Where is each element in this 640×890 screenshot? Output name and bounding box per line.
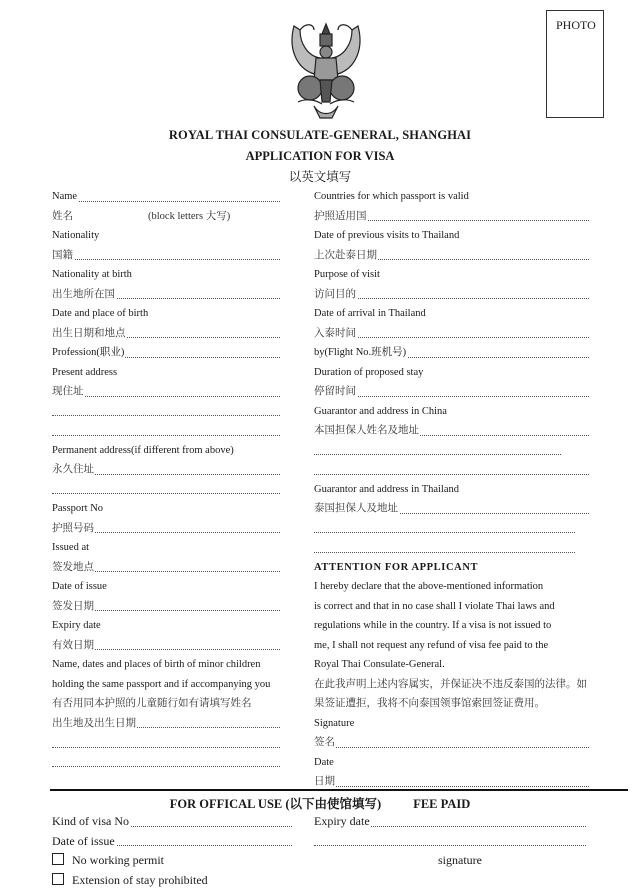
official-signature-label: signature bbox=[314, 851, 586, 871]
official-right bbox=[314, 812, 586, 871]
permanent-address-field[interactable]: 永久住址 bbox=[52, 460, 280, 480]
duration-field[interactable]: 停留时间 bbox=[314, 382, 589, 402]
guarantor-china-line-2[interactable] bbox=[314, 441, 561, 461]
nationality-field[interactable]: 国籍 bbox=[52, 246, 280, 266]
date-field[interactable]: 日期 bbox=[314, 772, 589, 792]
arrival-field[interactable]: 入泰时间 bbox=[314, 324, 589, 344]
flight-no-field[interactable]: by(Flight No.班机号) bbox=[314, 343, 589, 363]
present-address-line-2[interactable] bbox=[52, 402, 280, 422]
nationality-label: Nationality bbox=[52, 226, 280, 246]
guarantor-thai-label: Guarantor and address in Thailand bbox=[314, 480, 589, 500]
present-address-field[interactable]: 现住址 bbox=[52, 382, 280, 402]
profession-field[interactable]: Profession(职业) bbox=[52, 343, 280, 363]
guarantor-thai-field[interactable]: 泰国担保人及地址 bbox=[314, 499, 589, 519]
guarantor-china-line-3[interactable] bbox=[314, 460, 589, 480]
countries-label: Countries for which passport is valid bbox=[314, 187, 589, 207]
declaration-line-5: Royal Thai Consulate-General. bbox=[314, 655, 589, 675]
block-letters-note: (block letters 大写) bbox=[148, 207, 230, 227]
official-use-title: FOR OFFICAL USE (以下由使馆填写) FEE PAID bbox=[0, 794, 640, 812]
official-expiry-field[interactable]: Expiry date bbox=[314, 812, 586, 832]
no-working-permit-option[interactable]: No working permit bbox=[52, 851, 292, 871]
expiry-date-label: Expiry date bbox=[52, 616, 280, 636]
fee-paid-label: FEE PAID bbox=[413, 797, 470, 811]
guarantor-thai-line-2[interactable] bbox=[314, 519, 575, 539]
children-label-1: Name, dates and places of birth of minor children bbox=[52, 655, 280, 675]
right-column bbox=[314, 187, 589, 792]
extension-prohibited-checkbox[interactable] bbox=[52, 873, 64, 885]
form-title: APPLICATION FOR VISA bbox=[0, 149, 640, 164]
purpose-field[interactable]: 访问目的 bbox=[314, 285, 589, 305]
declaration-cn-line-2: 果签证遭拒，我将不向泰国领事馆索回签证费用。 bbox=[314, 694, 589, 714]
guarantor-china-field[interactable]: 本国担保人姓名及地址 bbox=[314, 421, 589, 441]
date-of-issue-field[interactable]: 签发日期 bbox=[52, 597, 280, 617]
guarantor-thai-line-3[interactable] bbox=[314, 538, 575, 558]
garuda-emblem-icon bbox=[286, 18, 366, 122]
official-left bbox=[52, 812, 292, 890]
present-address-line-3[interactable] bbox=[52, 421, 280, 441]
signature-field[interactable]: 签名 bbox=[314, 733, 589, 753]
consulate-title: ROYAL THAI CONSULATE-GENERAL, SHANGHAI bbox=[0, 128, 640, 143]
purpose-label: Purpose of visit bbox=[314, 265, 589, 285]
guarantor-china-label: Guarantor and address in China bbox=[314, 402, 589, 422]
kind-of-visa-field[interactable]: Kind of visa No bbox=[52, 812, 292, 832]
declaration-line-1: I hereby declare that the above-mentioned information bbox=[314, 577, 589, 597]
section-divider bbox=[50, 789, 628, 791]
prev-visits-field[interactable]: 上次赴泰日期 bbox=[314, 246, 589, 266]
issued-at-field[interactable]: 签发地点 bbox=[52, 558, 280, 578]
prev-visits-label: Date of previous visits to Thailand bbox=[314, 226, 589, 246]
date-of-issue-label: Date of issue bbox=[52, 577, 280, 597]
nationality-birth-field[interactable]: 出生地所在国 bbox=[52, 285, 280, 305]
passport-no-field[interactable]: 护照号码 bbox=[52, 519, 280, 539]
photo-label: PHOTO bbox=[556, 18, 596, 33]
declaration-cn-line-1: 在此我声明上述内容属实，并保证决不违反泰国的法律。如 bbox=[314, 675, 589, 695]
children-field[interactable]: 出生地及出生日期 bbox=[52, 714, 280, 734]
declaration-line-4: me, I shall not request any refund of visa fee paid to the bbox=[314, 636, 589, 656]
declaration-line-2: is correct and that in no case shall I violate Thai laws and bbox=[314, 597, 589, 617]
fill-instruction: 以英文填写 bbox=[0, 167, 640, 185]
issued-at-label: Issued at bbox=[52, 538, 280, 558]
expiry-date-field[interactable]: 有效日期 bbox=[52, 636, 280, 656]
nationality-birth-label: Nationality at birth bbox=[52, 265, 280, 285]
children-cn-1: 有否用同本护照的儿童随行如有请填写姓名 bbox=[52, 694, 280, 714]
signature-label: Signature bbox=[314, 714, 589, 734]
passport-no-label: Passport No bbox=[52, 499, 280, 519]
left-column bbox=[52, 187, 280, 772]
name-field[interactable]: Name bbox=[52, 187, 280, 207]
children-line-2[interactable] bbox=[52, 733, 280, 753]
dob-field[interactable]: 出生日期和地点 bbox=[52, 324, 280, 344]
photo-box bbox=[546, 10, 604, 118]
extension-prohibited-option[interactable]: Extension of stay prohibited bbox=[52, 871, 292, 890]
arrival-label: Date of arrival in Thailand bbox=[314, 304, 589, 324]
date-label: Date bbox=[314, 753, 589, 773]
children-line-3[interactable] bbox=[52, 753, 280, 773]
duration-label: Duration of proposed stay bbox=[314, 363, 589, 383]
name-cn-row: 姓名 (block letters 大写) bbox=[52, 207, 280, 227]
official-blank-line[interactable] bbox=[314, 832, 586, 852]
countries-field[interactable]: 护照适用国 bbox=[314, 207, 589, 227]
official-date-of-issue-field[interactable]: Date of issue bbox=[52, 832, 292, 852]
no-working-permit-checkbox[interactable] bbox=[52, 853, 64, 865]
attention-title: ATTENTION FOR APPLICANT bbox=[314, 558, 589, 578]
children-label-2: holding the same passport and if accompanying you bbox=[52, 675, 280, 695]
dob-label: Date and place of birth bbox=[52, 304, 280, 324]
present-address-label: Present address bbox=[52, 363, 280, 383]
permanent-address-line-2[interactable] bbox=[52, 480, 280, 500]
declaration-line-3: regulations while in the country. If a visa is not issued to bbox=[314, 616, 589, 636]
permanent-address-label: Permanent address(if different from above) bbox=[52, 441, 280, 461]
